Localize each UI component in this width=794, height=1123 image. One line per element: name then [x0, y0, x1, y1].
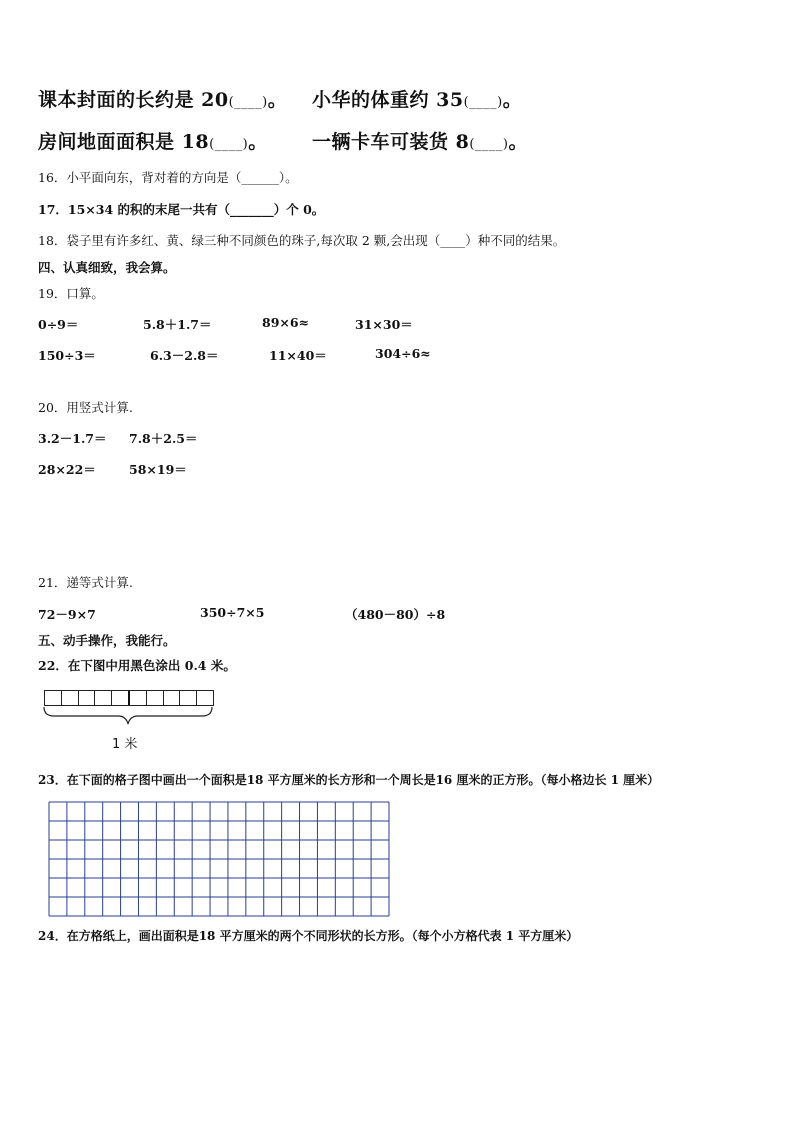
answer-blank[interactable]: (____): [209, 137, 249, 152]
q19-item: 11×40＝: [269, 348, 327, 363]
fill-in-row2-a: [38, 127, 268, 154]
meter-segment[interactable]: [95, 691, 112, 705]
q20-item: 58×19＝: [129, 462, 187, 477]
section-5-heading: 五、动手操作，我能行。: [38, 633, 176, 648]
meter-segment[interactable]: [164, 691, 181, 705]
answer-blank[interactable]: (____): [463, 95, 503, 110]
question-22-title: 22．在下图中用黑色涂出 0.4 米。: [38, 658, 236, 673]
fill-in-text: 一辆卡车可装货 8: [312, 131, 470, 153]
q19-item: 5.8＋1.7＝: [143, 317, 212, 332]
meter-segment[interactable]: [79, 691, 96, 705]
question-21-title: 21．递等式计算.: [38, 575, 133, 590]
fill-in-row2-b: [312, 127, 528, 154]
punct: 。: [508, 131, 529, 153]
question-17: 17．15×34 的积的末尾一共有（_______）个 0。: [38, 202, 325, 217]
q19-item: 150÷3＝: [38, 348, 96, 363]
meter-segment[interactable]: [62, 691, 79, 705]
q20-item: 28×22＝: [38, 462, 96, 477]
question-24: 24．在方格纸上，画出面积是18 平方厘米的两个不同形状的长方形。（每个小方格代表 1 平方厘米）: [38, 929, 579, 943]
punct: 。: [502, 89, 523, 111]
q19-item: 6.3－2.8＝: [150, 348, 219, 363]
meter-segment[interactable]: [130, 691, 147, 705]
question-19-title: 19．口算。: [38, 286, 104, 301]
punct: 。: [248, 131, 268, 153]
question-20-title: 20．用竖式计算.: [38, 400, 133, 415]
q20-item: 7.8＋2.5＝: [129, 431, 198, 446]
question-23-title: 23．在下面的格子图中画出一个面积是18 平方厘米的长方形和一个周长是16 厘米的正方形。（每小格边长 1 厘米）: [38, 773, 660, 787]
fill-in-text: 小华的体重约 35: [312, 89, 464, 111]
answer-blank[interactable]: (____): [469, 137, 509, 152]
square-grid[interactable]: [48, 801, 390, 917]
section-4-heading: 四、认真细致，我会算。: [38, 260, 176, 275]
q21-item: 350÷7×5: [200, 605, 265, 620]
fill-in-row1-b: [312, 85, 522, 112]
q19-item: 31×30＝: [355, 317, 413, 332]
q19-item: 304÷6≈: [375, 346, 431, 361]
question-16: 16．小平面向东，背对着的方向是（______）。: [38, 170, 298, 185]
fill-in-row1-a: [38, 85, 287, 112]
meter-segment[interactable]: [147, 691, 164, 705]
fill-in-text: 课本封面的长约是 20: [38, 89, 229, 111]
meter-segment[interactable]: [45, 691, 62, 705]
meter-segment[interactable]: [180, 691, 197, 705]
q21-item: （480－80）÷8: [345, 607, 446, 622]
meter-segment[interactable]: [197, 691, 213, 705]
meter-label: 1 米: [112, 737, 138, 752]
question-18: 18．袋子里有许多红、黄、绿三种不同颜色的珠子,每次取 2 颗,会出现（____）种不同的结果。: [38, 233, 566, 248]
q19-item: 89×6≈: [262, 315, 310, 330]
q21-item: 72－9×7: [38, 607, 96, 622]
meter-segment[interactable]: [112, 691, 130, 705]
q19-item: 0÷9＝: [38, 317, 79, 332]
answer-blank[interactable]: (____): [228, 95, 268, 110]
fill-in-text: 房间地面面积是 18: [38, 131, 210, 153]
brace-icon: [40, 704, 220, 730]
q20-item: 3.2－1.7＝: [38, 431, 107, 446]
punct: 。: [267, 89, 288, 111]
